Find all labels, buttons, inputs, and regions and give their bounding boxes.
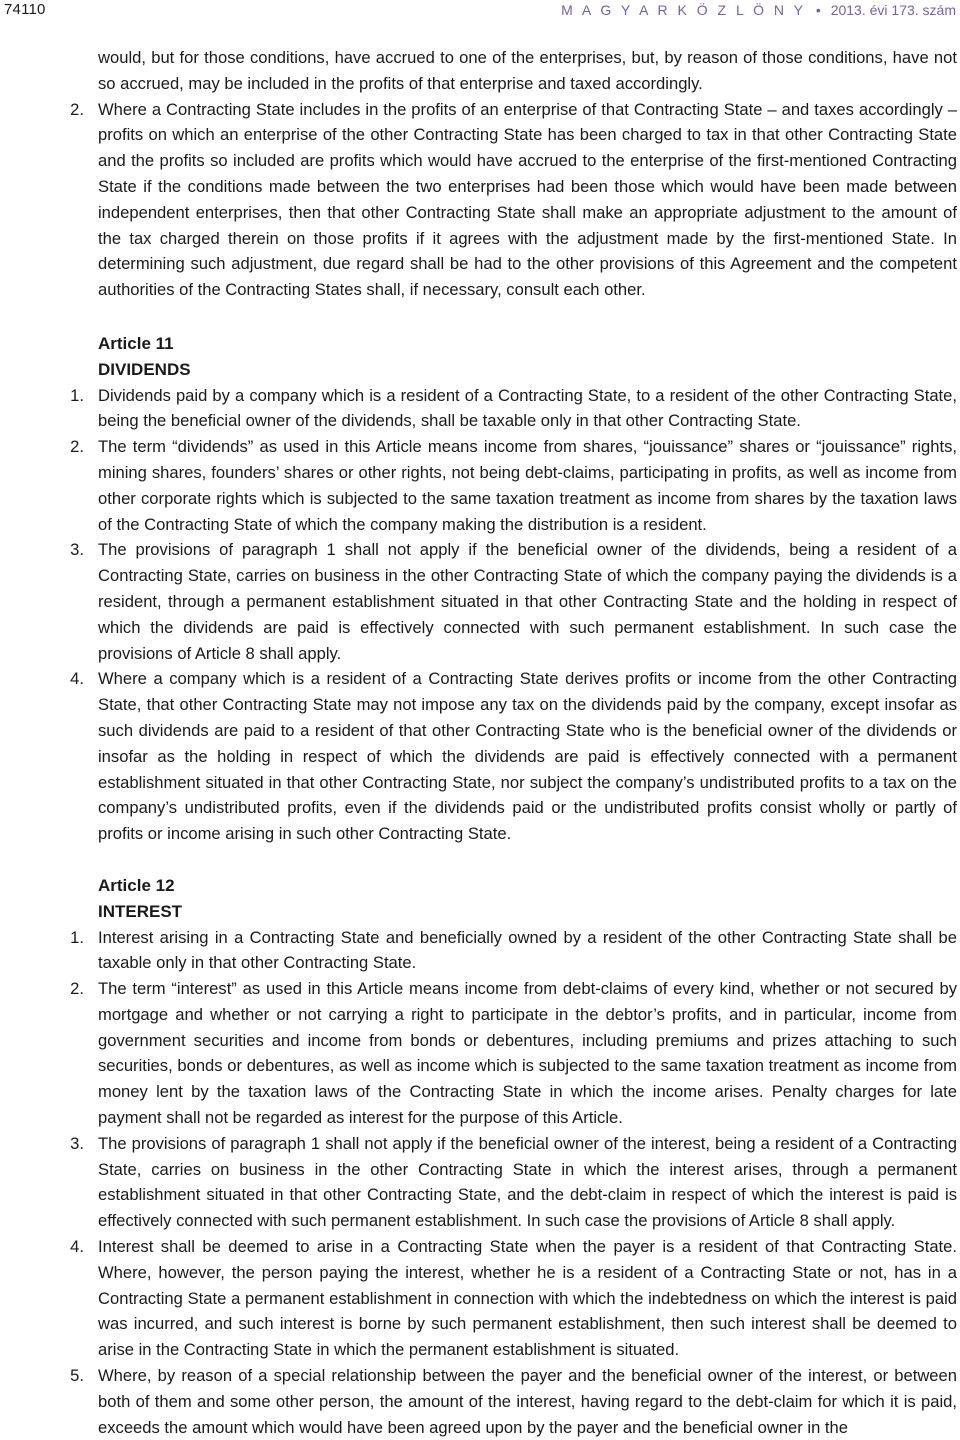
list-item [0,666,960,847]
article-11 [0,331,960,847]
paragraph-number: 4. [70,669,84,689]
page-number: 74110 [4,1,46,18]
list-item [0,537,960,666]
list-item [0,1131,960,1234]
continuation-paragraph [0,45,960,97]
article-12 [0,873,960,1440]
publication-title: M A G Y A R K Ö Z L Ö N Y [561,2,807,18]
list-item [0,976,960,1131]
list-item [0,1234,960,1363]
paragraph-number: 2. [70,979,84,999]
article-title: INTEREST [98,901,183,921]
list-item [0,925,960,977]
article-heading: Article 11 [98,333,174,353]
paragraph-text: Interest arising in a Contracting State and beneficially owned by a resident of the other Contracting State shall be taxable only in that other Contracting State. [98,927,957,973]
paragraph-number: 1. [70,385,84,405]
paragraph-number: 1. [70,927,84,947]
paragraph-text: Dividends paid by a company which is a resident of a Contracting State, to a resident of the other Contracting State, being the beneficial owner of the dividends, shall be taxable only in that other Contracting State. [98,385,957,431]
paragraph-text: Where a Contracting State includes in the profits of an enterprise of that Contracting State – and taxes accordingly – profits on which an enterprise of the other Contracting State has been charged to tax in that other Contracting State and the profits so included are profits which would have accrued to the enterprise of the first-mentioned Contracting State if the conditions made between the two enterprises had been those which would have been made between independent enterprises, then that other Contracting State shall make an appropriate adjustment to the amount of the tax charged therein on those profits if it agrees with the adjustment made by the first-mentioned State. In determining such adjustment, due regard shall be had to the other provisions of this Agreement and the competent authorities of the Contracting States shall, if necessary, consult each other. [98,99,957,300]
masthead [561,0,956,20]
paragraph-text: would, but for those conditions, have accrued to one of the enterprises, but, by reason of those conditions, have not so accrued, may be included in the profits of that enterprise and taxed accordingly. [98,48,957,93]
paragraph-text: Where a company which is a resident of a Contracting State derives profits or income from the other Contracting State, that other Contracting State may not impose any tax on the dividends paid by the company, except insofar as such dividends are paid to a resident of that other Contracting State who is the beneficial owner of the dividends or insofar as the holding in respect of which the dividends are paid is effectively connected with a permanent establishment situated in that other Contracting State, nor subject the company’s undistributed profits to a tax on the company’s undistributed profits, even if the dividends paid or the undistributed profits consist wholly or partly of profits or income arising in such other Contracting State. [98,669,957,844]
paragraph-number: 3. [70,1133,84,1153]
article9-paragraph-2 [0,97,960,303]
paragraph-text: Interest shall be deemed to arise in a Contracting State when the payer is a resident of that Contracting State. Where, however, the person paying the interest, whether he is a resident of a Contracting State or not, has in a Contracting State a permanent establishment in connection with which the indebtedness on which the interest is paid was incurred, and such interest is borne by such permanent establishment, then such interest shall be deemed to arise in the Contracting State in which the permanent establishment is situated. [98,1237,957,1360]
paragraph-text: The provisions of paragraph 1 shall not apply if the beneficial owner of the interest, being a resident of a Contracting State, carries on business in the other Contracting State in which the interest arises, through a permanent establishment situated in that other Contracting State, and the debt-claim in respect of which the interest is paid is effectively connected with such permanent establishment. In such case the provisions of Article 8 shall apply. [98,1133,957,1231]
paragraph-text: The term “dividends” as used in this Article means income from shares, “jouissance” shares or “jouissance” rights, mining shares, founders’ shares or other rights, not being debt-claims, participating in profits, as well as income from other corporate rights which is subjected to the same taxation treatment as income from shares by the taxation laws of the Contracting State of which the company making the distribution is a resident. [98,437,957,534]
issue-number: 2013. évi 173. szám [830,2,956,18]
paragraph-text: Where, by reason of a special relationship between the payer and the beneficial owner of the interest, or between both of them and some other person, the amount of the interest, having regard to the debt-claim for which it is paid, exceeds the amount which would have been agreed upon by the payer and the beneficial owner in the [98,1366,957,1437]
paragraph-text: The provisions of paragraph 1 shall not apply if the beneficial owner of the dividends, being a resident of a Contracting State, carries on business in the other Contracting State of which the company paying the dividends is a resident, through a permanent establishment situated in that other Contracting State and the holding in respect of which the dividends are paid is effectively connected with such permanent establishment. In such case the provisions of Article 8 shall apply. [98,540,957,663]
list-item [0,1363,960,1440]
page-body [0,45,960,1440]
article-title: DIVIDENDS [98,359,191,379]
paragraph-number: 5. [70,1366,84,1386]
page-header [0,0,960,20]
paragraph-number: 4. [70,1237,84,1257]
paragraph-text: The term “interest” as used in this Article means income from debt-claims of every kind, whether or not secured by mortgage and whether or not carrying a right to participate in the debtor’s profits, and in particular, income from government securities and income from bonds or debentures, including premiums and prizes attaching to such securities, bonds or debentures, as well as income which is subjected to the same taxation treatment as income from money lent by the taxation laws of the Contracting State in which the income arises. Penalty charges for late payment shall not be regarded as interest for the purpose of this Article. [98,979,957,1128]
paragraph-number: 2. [70,437,84,457]
paragraph-number: 3. [70,540,84,560]
list-item [0,434,960,537]
paragraph-number: 2. [70,99,84,119]
article-heading: Article 12 [98,875,175,895]
list-item [0,383,960,435]
bullet-separator: • [815,2,821,18]
